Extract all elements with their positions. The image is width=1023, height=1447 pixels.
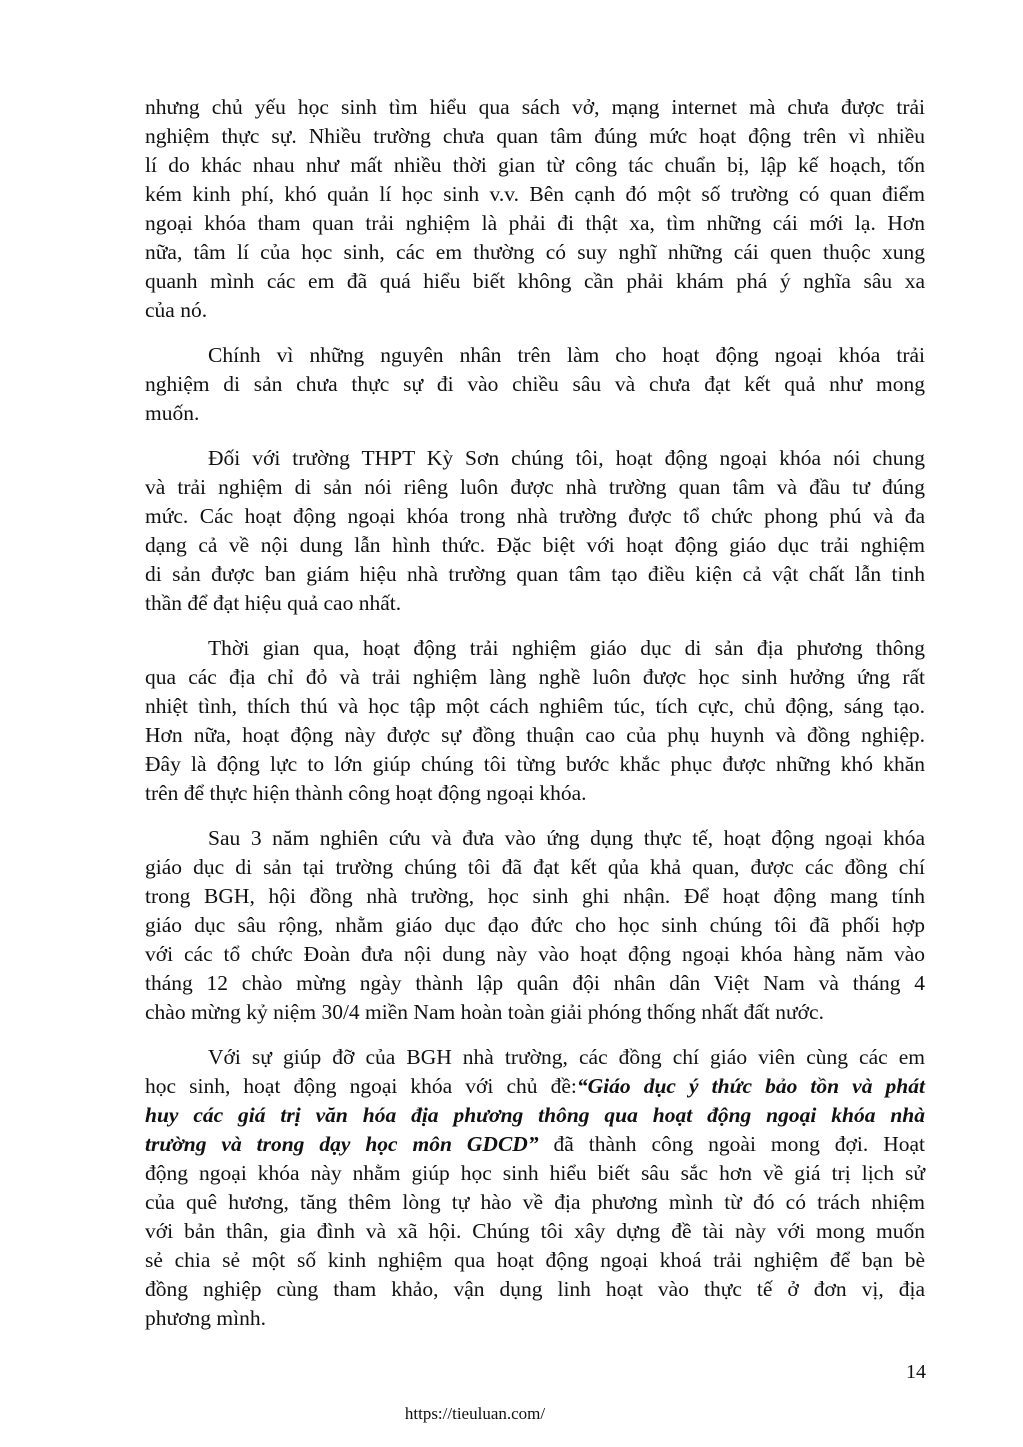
page-body <box>145 93 925 1349</box>
paragraph-line: Với sự giúp đỡ của BGH nhà trường, các đồng chí giáo viên cùng các em <box>208 1045 925 1069</box>
paragraph <box>145 444 925 618</box>
line-text: đã thành công ngoài mong đợi. Hoạt <box>538 1132 925 1156</box>
paragraph-line: ngoại khóa tham quan trải nghiệm là phải đi thật xa, tìm những cái mới lạ. Hơn <box>145 211 925 235</box>
paragraph-line: giáo dục di sản tại trường chúng tôi đã đạt kết qủa khả quan, được các đồng chí <box>145 855 925 879</box>
paragraph <box>145 341 925 428</box>
final-paragraph-rest <box>145 1159 925 1333</box>
paragraph-line: chào mừng kỷ niệm 30/4 miền Nam hoàn toàn giải phóng thống nhất đất nước. <box>145 1000 824 1024</box>
paragraph-final <box>145 1043 925 1333</box>
page-number: 14 <box>906 1361 926 1383</box>
paragraph-line: động ngoại khóa này nhằm giúp học sinh hiểu biết sâu sắc hơn về giá trị lịch sử <box>145 1161 925 1185</box>
paragraph-line: với các tổ chức Đoàn đưa nội dung này vào hoạt động ngoại khóa hàng năm vào <box>145 942 925 966</box>
paragraph-line: sẻ chia sẻ một số kinh nghiệm qua hoạt động ngoại khoá trải nghiệm để bạn bè <box>145 1248 925 1272</box>
paragraph-line: Thời gian qua, hoạt động trải nghiệm giáo dục di sản địa phương thông <box>208 636 925 660</box>
line-text: học sinh, hoạt động ngoại khóa với chủ đề: <box>145 1074 577 1098</box>
topic-title-text: trường và trong dạy học môn GDCD” <box>145 1132 539 1156</box>
paragraph-line: Chính vì những nguyên nhân trên làm cho hoạt động ngoại khóa trải <box>208 343 925 367</box>
paragraph-line: giáo dục sâu rộng, nhằm giáo dục đạo đức cho học sinh chúng tôi đã phối hợp <box>145 913 925 937</box>
paragraph-line: Sau 3 năm nghiên cứu và đưa vào ứng dụng thực tế, hoạt động ngoại khóa <box>208 826 925 850</box>
paragraph-line: Hơn nữa, hoạt động này được sự đồng thuận cao của phụ huynh và đồng nghiệp. <box>145 723 925 747</box>
paragraph-line: trong BGH, hội đồng nhà trường, học sinh ghi nhận. Để hoạt động mang tính <box>145 884 925 908</box>
paragraph-list <box>145 93 925 1027</box>
paragraph-line <box>145 1130 925 1159</box>
footer-url: https://tieuluan.com/ <box>404 1404 546 1423</box>
paragraph-line: tháng 12 chào mừng ngày thành lập quân đội nhân dân Việt Nam và tháng 4 <box>145 971 925 995</box>
paragraph-line: dạng cả về nội dung lẫn hình thức. Đặc biệt với hoạt động giáo dục trải nghiệm <box>145 533 925 557</box>
paragraph-line: nghiệm thực sự. Nhiều trường chưa quan tâm đúng mức hoạt động trên vì nhiều <box>145 124 925 148</box>
paragraph-line: thần để đạt hiệu quả cao nhất. <box>145 591 402 615</box>
paragraph-line: nghiệm di sản chưa thực sự đi vào chiều sâu và chưa đạt kết quả như mong <box>145 372 925 396</box>
paragraph-line: phương mình. <box>145 1306 266 1330</box>
paragraph-line: lí do khác nhau như mất nhiều thời gian từ công tác chuẩn bị, lập kế hoạch, tốn <box>145 153 925 177</box>
paragraph-line: đồng nghiệp cùng tham khảo, vận dụng linh hoạt vào thực tế ở đơn vị, địa <box>145 1277 925 1301</box>
paragraph-line: kém kinh phí, khó quản lí học sinh v.v. Bên cạnh đó một số trường có quan điểm <box>145 182 925 206</box>
paragraph-line: nhiệt tình, thích thú và học tập một cách nghiêm túc, tích cực, chủ động, sáng tạo. <box>145 694 925 718</box>
paragraph-line: và trải nghiệm di sản nói riêng luôn được nhà trường quan tâm và đầu tư đúng <box>145 475 925 499</box>
paragraph <box>145 824 925 1027</box>
paragraph-line: trên để thực hiện thành công hoạt động ngoại khóa. <box>145 781 587 805</box>
paragraph-line: mức. Các hoạt động ngoại khóa trong nhà trường được tổ chức phong phú và đa <box>145 504 925 528</box>
paragraph-line: của nó. <box>145 298 208 322</box>
paragraph-line: Đối với trường THPT Kỳ Sơn chúng tôi, hoạt động ngoại khóa nói chung <box>208 446 925 470</box>
paragraph-line: với bản thân, gia đình và xã hội. Chúng tôi xây dựng đề tài này với mong muốn <box>145 1219 925 1243</box>
paragraph-line: nữa, tâm lí của học sinh, các em thường có suy nghĩ những cái quen thuộc xung <box>145 240 925 264</box>
topic-title-text: huy các giá trị văn hóa địa phương thông qua hoạt động ngoại khóa nhà <box>145 1103 925 1127</box>
paragraph-line: của quê hương, tăng thêm lòng tự hào về địa phương mình từ đó có trách nhiệm <box>145 1190 925 1214</box>
paragraph <box>145 93 925 325</box>
paragraph-line: di sản được ban giám hiệu nhà trường quan tâm tạo điều kiện cả vật chất lẫn tinh <box>145 562 925 586</box>
paragraph-line <box>145 1072 925 1101</box>
paragraph-line: quanh mình các em đã quá hiểu biết không cần phải khám phá ý nghĩa sâu xa <box>145 269 925 293</box>
paragraph-line: muốn. <box>145 401 200 425</box>
paragraph-line: Đây là động lực to lớn giúp chúng tôi từng bước khắc phục được những khó khăn <box>145 752 925 776</box>
paragraph-line: nhưng chủ yếu học sinh tìm hiểu qua sách vở, mạng internet mà chưa được trải <box>145 95 925 119</box>
paragraph <box>145 634 925 808</box>
paragraph-line: qua các địa chỉ đỏ và trải nghiệm làng nghề luôn được học sinh hưởng ứng rất <box>145 665 925 689</box>
topic-title-text: “Giáo dục ý thức bảo tồn và phát <box>576 1074 925 1098</box>
